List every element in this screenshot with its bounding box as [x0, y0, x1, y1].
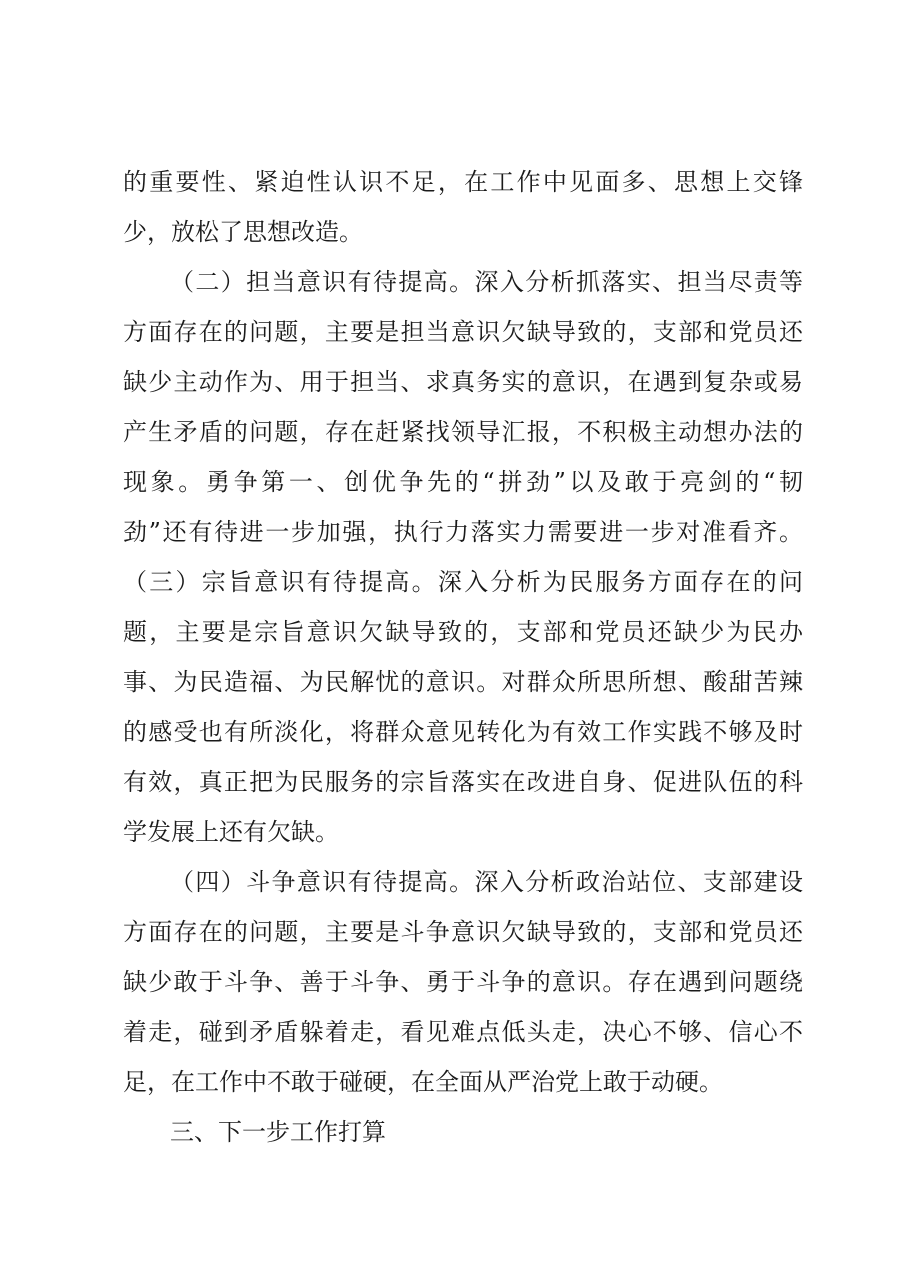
- paragraph-heading-line: （四）斗争意识有待提高。深入分析政治站位、支部建设: [170, 868, 803, 896]
- text-line: 方面存在的问题，主要是担当意识欠缺导致的，支部和党员还: [123, 318, 803, 346]
- text-line: 题，主要是宗旨意识欠缺导致的，支部和党员还缺少为民办: [123, 618, 803, 646]
- text-line: 的感受也有所淡化，将群众意见转化为有效工作实践不够及时: [123, 718, 803, 746]
- text-line: 少，放松了思想改造。: [123, 218, 363, 246]
- text-line: 产生矛盾的问题，存在赶紧找领导汇报，不积极主动想办法的: [123, 418, 803, 446]
- text-line: 有效，真正把为民服务的宗旨落实在改进自身、促进队伍的科: [123, 768, 803, 796]
- text-line: 事、为民造福、为民解忧的意识。对群众所思所想、酸甜苦辣: [123, 668, 803, 696]
- text-line: 足，在工作中不敢于碰硬，在全面从严治党上敢于动硬。: [123, 1068, 723, 1096]
- paragraph-heading-line: （三）宗旨意识有待提高。深入分析为民服务方面存在的问: [123, 568, 803, 596]
- text-line: 的重要性、紧迫性认识不足，在工作中见面多、思想上交锋: [123, 168, 803, 196]
- text-line: 缺少敢于斗争、善于斗争、勇于斗争的意识。存在遇到问题绕: [123, 968, 803, 996]
- paragraph-heading-line: （二）担当意识有待提高。深入分析抓落实、担当尽责等: [170, 268, 803, 296]
- text-line: 劲”还有待进一步加强，执行力落实力需要进一步对准看齐。: [123, 518, 803, 546]
- text-line: 学发展上还有欠缺。: [123, 818, 339, 846]
- section-heading: 三、下一步工作打算: [170, 1118, 386, 1146]
- text-line: 方面存在的问题，主要是斗争意识欠缺导致的，支部和党员还: [123, 918, 803, 946]
- text-line: 缺少主动作为、用于担当、求真务实的意识，在遇到复杂或易: [123, 368, 803, 396]
- text-line: 现象。勇争第一、创优争先的“拼劲”以及敢于亮剑的“韧: [123, 468, 803, 496]
- text-line: 着走，碰到矛盾躲着走，看见难点低头走，决心不够、信心不: [123, 1018, 803, 1046]
